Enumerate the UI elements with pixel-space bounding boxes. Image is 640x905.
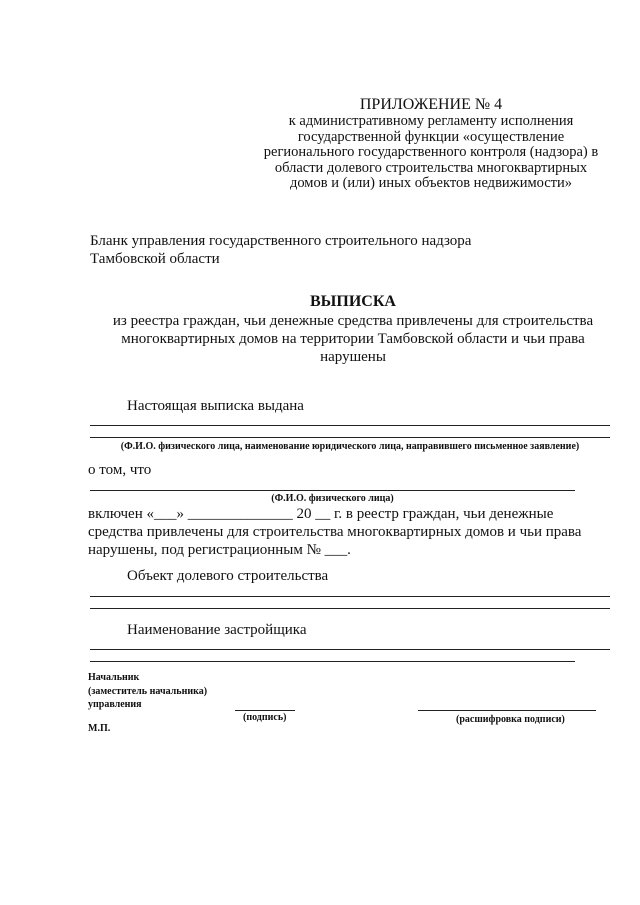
object-line-1 [90, 596, 610, 597]
appendix-line-4: области долевого строительства многоквартирных [274, 159, 588, 176]
decode-caption: (расшифровка подписи) [456, 714, 565, 725]
letterhead [90, 232, 471, 268]
position-line-1: Начальник [88, 672, 140, 683]
subtitle-line-2: многоквартирных домов на территории Тамбовской области и чьи права [121, 331, 585, 347]
document-subtitle [100, 312, 606, 366]
appendix-line-2: государственной функции «осуществление [297, 128, 565, 145]
developer-line-2 [90, 661, 575, 662]
object-label: Объект долевого строительства [127, 568, 329, 584]
about-label: о том, что [88, 462, 152, 478]
appendix-line-5: домов и (или) иных объектов недвижимости» [289, 175, 573, 191]
appendix-line-1: к административному регламенту исполнения [288, 113, 574, 129]
included-line-3: нарушены, под регистрационным № ___. [88, 542, 351, 558]
included-line-1: включен «___» ______________ 20 __ г. в реестр граждан, чьи денежные [88, 506, 554, 522]
signatory-position [88, 671, 207, 712]
developer-label: Наименование застройщика [127, 622, 307, 638]
object-line-2 [90, 608, 610, 609]
signature-caption: (подпись) [243, 712, 287, 723]
included-line-2: средства привлечены для строительства многоквартирных домов и чьи права [88, 524, 582, 540]
appendix-header [250, 96, 612, 192]
subtitle-line-1: из реестра граждан, чьи денежные средства привлечены для строительства [112, 313, 594, 329]
person-line [90, 490, 575, 491]
issued-to-line-1 [90, 425, 610, 426]
included-paragraph [88, 505, 610, 559]
decode-line [418, 710, 596, 711]
subtitle-line-3: нарушены [320, 349, 386, 365]
developer-line-1 [90, 649, 610, 650]
issued-to-label: Настоящая выписка выдана [127, 398, 304, 414]
letterhead-line-2: Тамбовской области [90, 251, 220, 267]
person-caption: (Ф.И.О. физического лица) [271, 493, 394, 504]
stamp-label: М.П. [88, 723, 111, 734]
position-line-2: (заместитель начальника) [88, 685, 208, 697]
position-line-3: управления [88, 699, 142, 710]
appendix-line-3: регионального государственного контроля (надзора) в [263, 144, 599, 160]
appendix-heading: ПРИЛОЖЕНИЕ № 4 [359, 96, 503, 113]
letterhead-line-1: Бланк управления государственного строительного надзора [90, 233, 472, 249]
issued-to-line-2 [90, 437, 610, 438]
signature-line [235, 710, 295, 711]
document-title: ВЫПИСКА [310, 293, 396, 310]
issued-to-caption: (Ф.И.О. физического лица, наименование юридического лица, направившего письменное заявление) [120, 441, 580, 452]
